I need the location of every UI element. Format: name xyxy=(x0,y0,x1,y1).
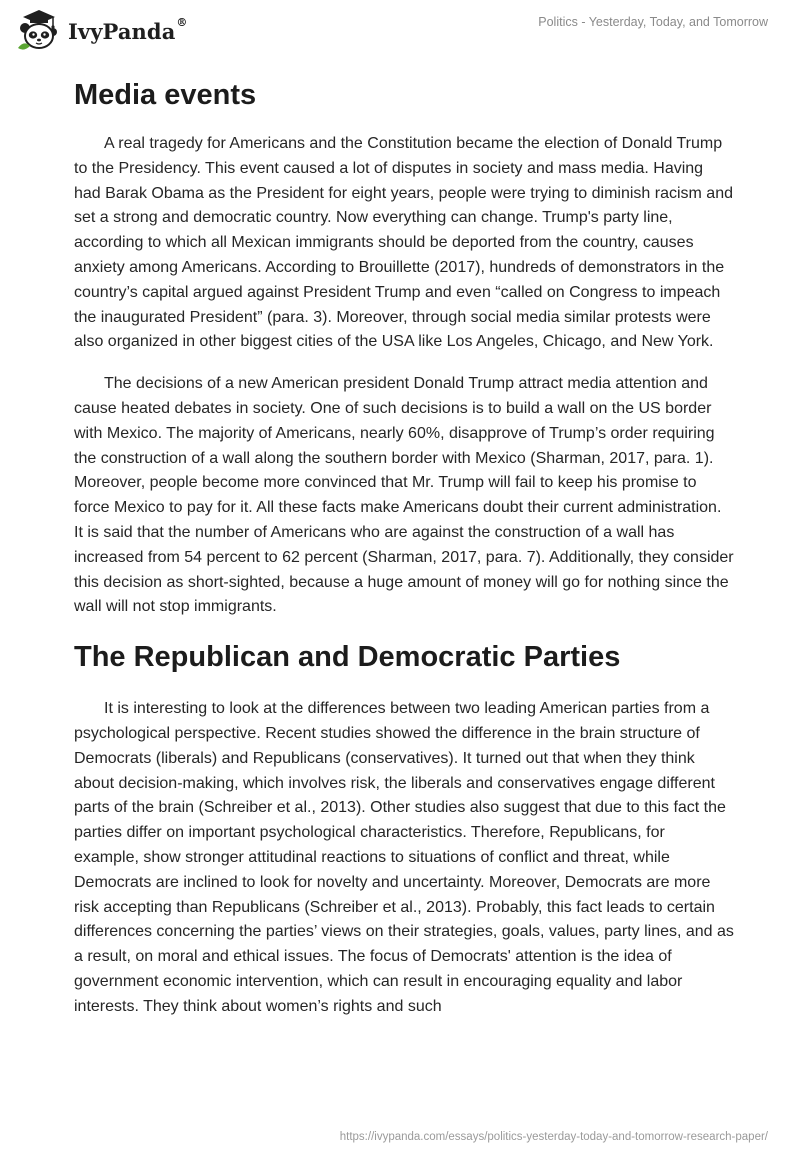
paragraph: The decisions of a new American president Donald Trump attract media attention and cause heated debates in society. One of such decisions is to build a wall on the US border with Mexico. The majority of Americans, nearly 60%, disapprove of Trump’s order requiring the construction of a wall along the southern border with Mexico (Sharman, 2017, para. 1). Moreover, people become more convinced that Mr. Trump will fail to keep his promise to force Mexico to pay for it. All these facts make Americans doubt their current administration. It is said that the number of Americans who are against the construction of a wall has increased from 54 percent to 62 percent (Sharman, 2017, para. 7). Additionally, they consider this decision as short-sighted, because a huge amount of money will go for nothing since the wall will not stop immigrants. xyxy=(74,375,734,616)
document-title: Politics - Yesterday, Today, and Tomorrow xyxy=(538,15,768,29)
page-header xyxy=(0,0,800,56)
essay-body xyxy=(74,70,734,1037)
section-heading: Media events xyxy=(74,79,257,111)
paragraph: It is interesting to look at the differences between two leading American parties from a psychological perspective. Recent studies showed the difference in the brain structure of Democrats (liberals) and Republicans (conservatives). It turned out that when they think about decision-making, which involves risk, the liberals and conservatives engage different parts of the brain (Schreiber et al., 2013). Other studies also suggest that due to this fact the parties differ on important psychological characteristics. Therefore, Republicans, for example, show stronger attitudinal reactions to situations of conflict and threat, while Democrats are inclined to look for novelty and uncertainty. Moreover, Democrats are more risk accepting than Republicans (Schreiber et al., 2013). Probably, this fact leads to certain differences concerning the parties’ views on their strategies, goals, values, party lines, and as a result, on moral and ethical issues. The focus of Democrats' attention is the idea of government economic intervention, which can result in encouraging equality and labor interests. They think about women’s rights and such xyxy=(74,700,734,1015)
logo[interactable] xyxy=(14,8,188,52)
panda-graduate-icon xyxy=(14,8,64,52)
logo-text: IvyPanda® xyxy=(68,15,188,44)
section-heading: The Republican and Democratic Parties xyxy=(74,641,621,674)
source-url[interactable]: https://ivypanda.com/essays/politics-yesterday-today-and-tomorrow-research-paper/ xyxy=(339,1131,768,1143)
paragraph: A real tragedy for Americans and the Constitution became the election of Donald Trump to the Presidency. This event caused a lot of disputes in society and mass media. Having had Barak Obama as the President for eight years, people were trying to diminish racism and set a strong and democratic country. Now everything can change. Trump's party line, according to which all Mexican immigrants should be deported from the country, causes anxiety among Americans. According to Brouillette (2017), hundreds of demonstrators in the country’s capital argued against President Trump and even “called on Congress to impeach the inaugurated President” (para. 3). Moreover, through social media similar protests were also organized in other biggest cities of the USA like Los Angeles, Chicago, and New York. xyxy=(74,135,733,351)
